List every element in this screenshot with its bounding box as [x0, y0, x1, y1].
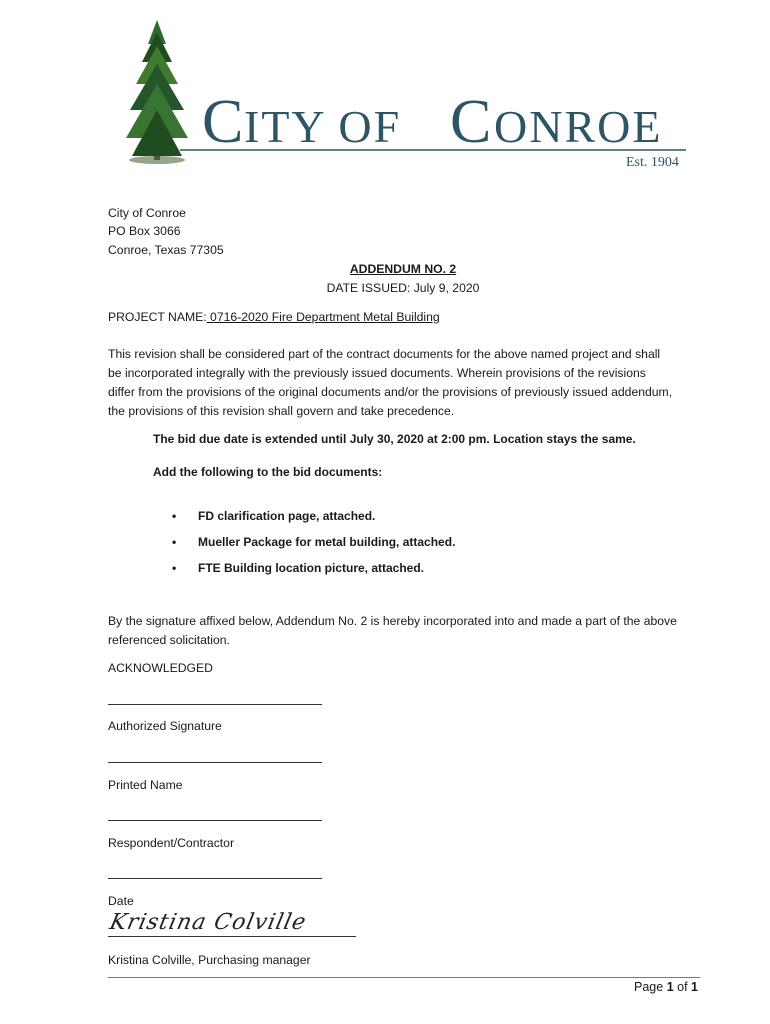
project-label: PROJECT NAME: — [108, 310, 207, 324]
footer-rule — [108, 977, 700, 978]
intro-line: differ from the provisions of the original documents and/or the provisions of previously issued addendum, — [108, 385, 673, 399]
add-documents-heading: Add the following to the bid documents: — [153, 465, 383, 479]
bullet-icon: • — [172, 535, 177, 549]
field-label-authorized-signature: Authorized Signature — [108, 719, 222, 733]
respondent-line — [108, 820, 322, 821]
logo-city-text: C — [202, 88, 244, 156]
intro-paragraph — [108, 345, 698, 421]
handwritten-signature: Kristina Colville — [107, 910, 309, 935]
pine-tree-icon — [126, 20, 188, 164]
bullet-icon: • — [172, 509, 177, 523]
address-line-3: Conroe, Texas 77305 — [108, 243, 224, 257]
bullet-icon: • — [172, 561, 177, 575]
bullet-text: FD clarification page, attached. — [198, 509, 376, 523]
logo-established: Est. 1904 — [626, 155, 679, 170]
page-number: Page 1 of 1 — [634, 980, 698, 994]
address-line-2: PO Box 3066 — [108, 224, 181, 238]
svg-text:ONROE: ONROE — [494, 101, 663, 152]
signature-line — [108, 704, 322, 705]
bid-extension-notice: The bid due date is extended until July 30, 2020 at 2:00 pm. Location stays the same. — [153, 432, 636, 446]
logo-name-text: ITY OF — [244, 101, 402, 152]
intro-line: This revision shall be considered part of the contract documents for the above named project and shall — [108, 347, 661, 361]
signer-name-title: Kristina Colville, Purchasing manager — [108, 953, 311, 967]
list-item — [172, 535, 455, 549]
svg-text:C: C — [450, 88, 492, 156]
bullet-text: FTE Building location picture, attached. — [198, 561, 425, 575]
printed-name-line — [108, 762, 322, 763]
project-title: 0716-2020 Fire Department Metal Building — [206, 310, 440, 324]
closing-line: By the signature affixed below, Addendum No. 2 is hereby incorporated into and made a part of the above — [108, 614, 677, 628]
field-label-printed-name: Printed Name — [108, 778, 183, 792]
date-issued: DATE ISSUED: July 9, 2020 — [326, 281, 480, 295]
project-name — [108, 308, 440, 326]
field-label-date: Date — [108, 894, 134, 908]
intro-line: the provisions of this revision shall govern and take precedence. — [108, 404, 455, 418]
list-item — [172, 561, 424, 575]
city-logo — [120, 14, 700, 174]
bullet-text: Mueller Package for metal building, attached. — [198, 535, 456, 549]
closing-line: referenced solicitation. — [108, 633, 230, 647]
signer-line — [108, 936, 356, 937]
date-line — [108, 878, 322, 879]
list-item — [172, 509, 375, 523]
field-label-respondent: Respondent/Contractor — [108, 836, 235, 850]
addendum-title: ADDENDUM NO. 2 — [349, 262, 457, 276]
intro-line: be incorporated integrally with the previously issued documents. Wherein provisions of the revisions — [108, 366, 646, 380]
address-line-1: City of Conroe — [108, 206, 186, 220]
closing-paragraph — [108, 612, 698, 650]
acknowledged-label: ACKNOWLEDGED — [108, 661, 213, 675]
